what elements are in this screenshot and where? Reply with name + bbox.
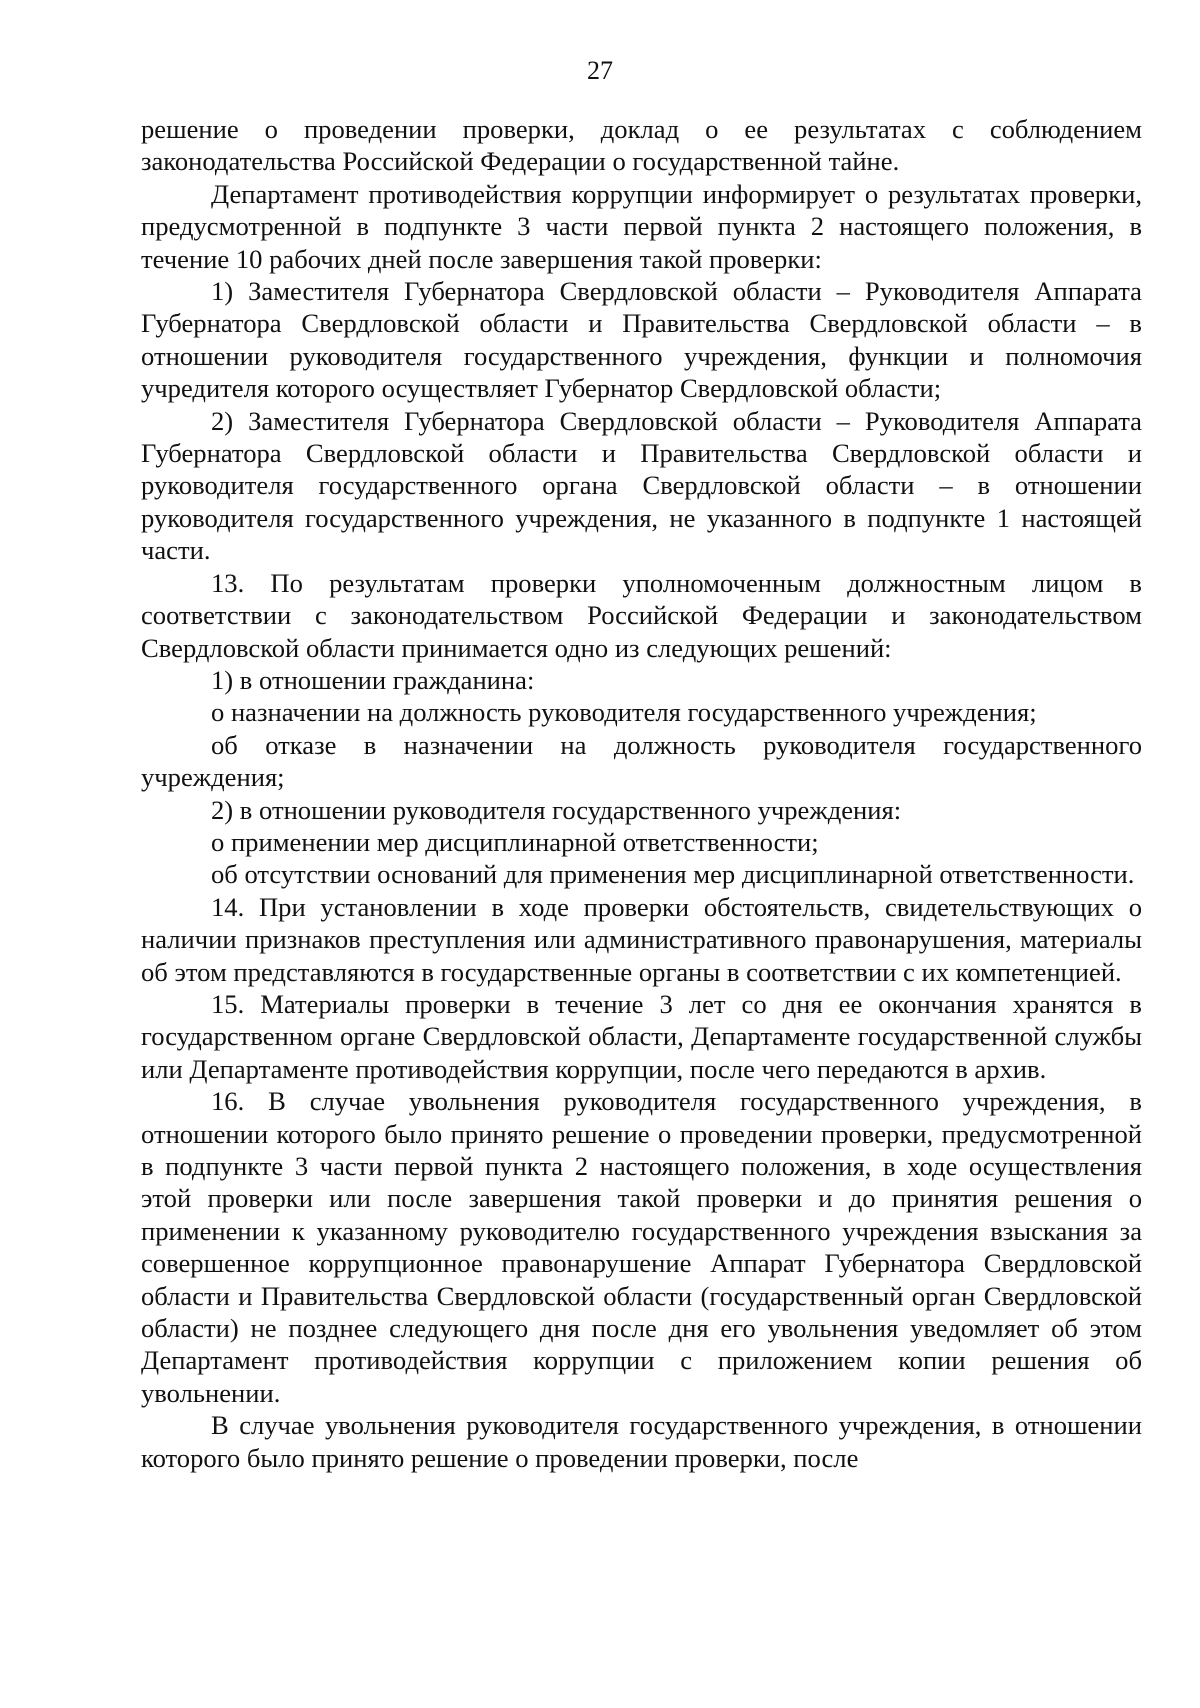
paragraph-notification-intro: Департамент противодействия коррупции информирует о результатах проверки, предусмотренной в подпункте 3 части первой пункта 2 настоящего положения, в течение 10 рабочих дней после завершения такой проверки: [141, 178, 1142, 274]
paragraph-clause-13: 13. По результатам проверки уполномоченным должностным лицом в соответствии с законодательством Российской Федерации и законодательством Свердловской области принимается одно из следующих решений: [141, 567, 1142, 663]
paragraph-citizen-heading: 1) в отношении гражданина: [211, 664, 535, 695]
paragraph-no-grounds: об отсутствии оснований для применения мер дисциплинарной ответственности. [211, 859, 1135, 890]
paragraph-disciplinary: о применении мер дисциплинарной ответственности; [211, 826, 819, 857]
paragraph-appointment: о назначении на должность руководителя государственного учреждения; [211, 697, 1037, 728]
paragraph-clause-16: 16. В случае увольнения руководителя государственного учреждения, в отношении которого было принято решение о проведении проверки, предусмотренной в подпункте 3 части первой пункта 2 настоящего положения, в ходе осуществления этой проверки или после завершения такой проверки и до принятия решения о применении к указанному руководителю государственного учреждения взыскания за совершенное коррупционное правонарушение Аппарат Губернатора Свердловской области и Правительства Свердловской области (государственный орган Свердловской области) не позднее следующего дня после дня его увольнения уведомляет об этом Департамент противодействия коррупции с приложением копии решения об увольнении. [141, 1086, 1142, 1408]
paragraph-dismissal-case: В случае увольнения руководителя государственного учреждения, в отношении которого было принято решение о проведении проверки, после [141, 1410, 1142, 1473]
paragraph-continuation: решение о проведении проверки, доклад о ее результатах с соблюдением законодательства Российской Федерации о государственной тайне. [141, 114, 1142, 177]
paragraph-item-1: 1) Заместителя Губернатора Свердловской области – Руководителя Аппарата Губернатора Свердловской области и Правительства Свердловской области – в отношении руководителя государственного учреждения, функции и полномочия учредителя которого осуществляет Губернатор Свердловской области; [141, 276, 1142, 404]
page-number: 27 [587, 56, 613, 85]
paragraph-item-2: 2) Заместителя Губернатора Свердловской области – Руководителя Аппарата Губернатора Свердловской области и Правительства Свердловской области и руководителя государственного органа Свердловской области – в отношении руководителя государственного учреждения, не указанного в подпункте 1 настоящей части. [141, 405, 1142, 566]
paragraph-clause-15: 15. Материалы проверки в течение 3 лет со дня ее окончания хранятся в государственном органе Свердловской области, Департаменте государственной службы или Департаменте противодействия коррупции, после чего передаются в архив. [141, 988, 1142, 1084]
document-body [141, 113, 1142, 1474]
paragraph-refusal: об отказе в назначении на должность руководителя государственного учреждения; [141, 729, 1142, 793]
paragraph-clause-14: 14. При установлении в ходе проверки обстоятельств, свидетельствующих о наличии признаков преступления или административного правонарушения, материалы об этом представляются в государственные органы в соответствии с их компетенцией. [141, 891, 1142, 987]
paragraph-head-heading: 2) в отношении руководителя государственного учреждения: [211, 794, 902, 825]
